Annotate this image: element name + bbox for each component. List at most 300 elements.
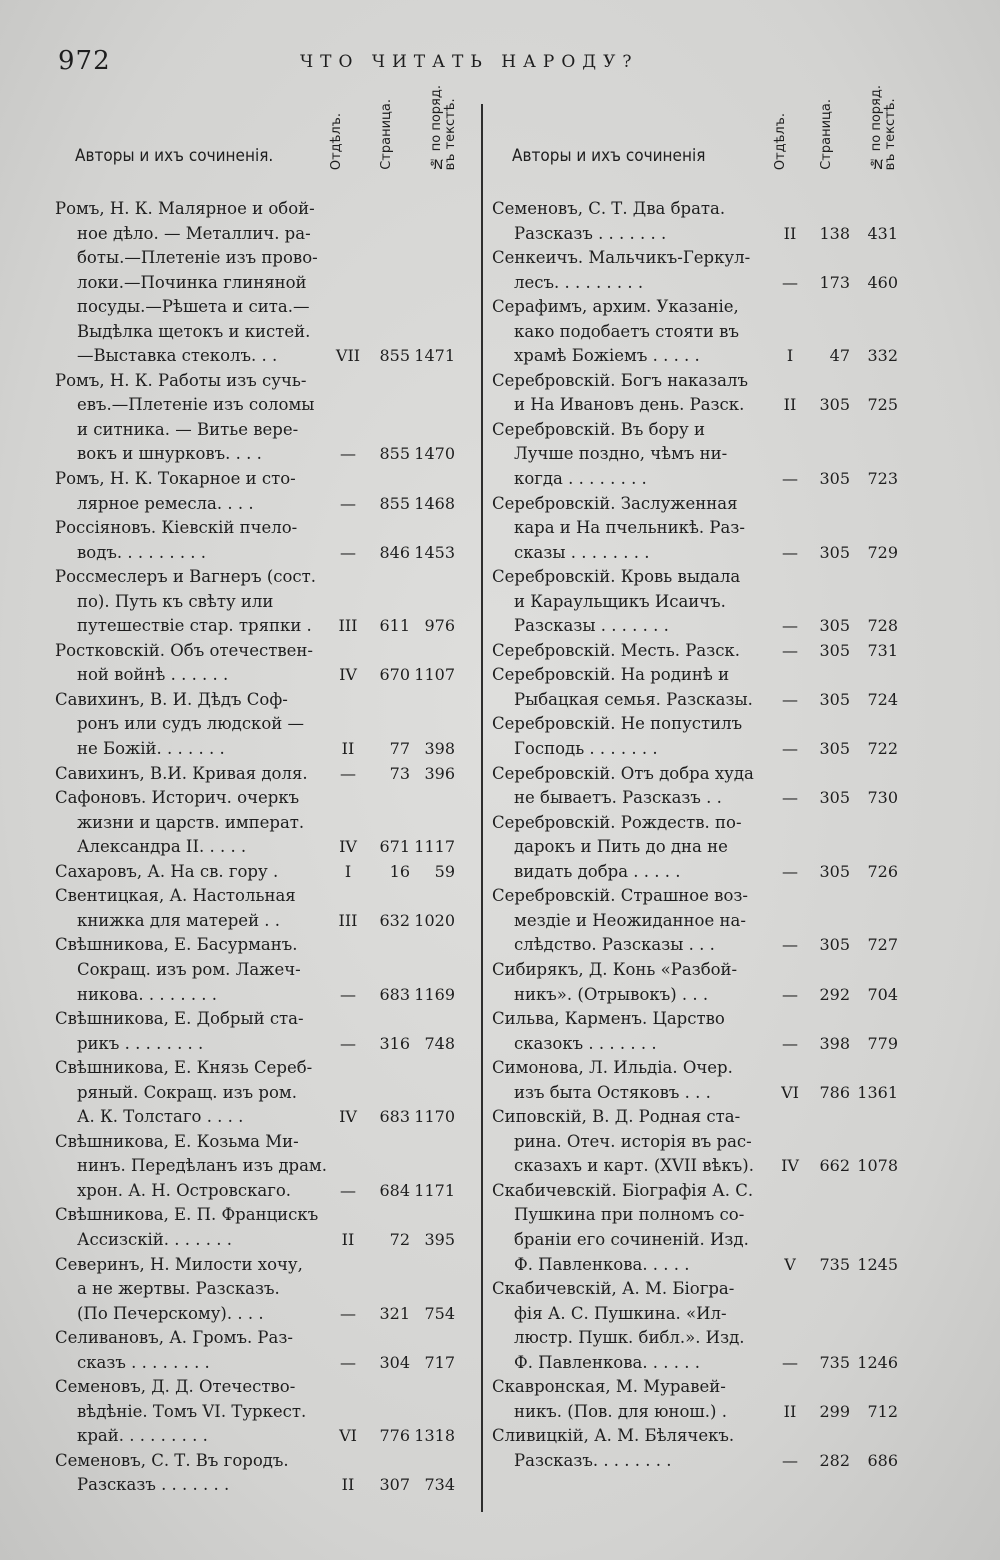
entry-line: не бываетъ. Разсказъ . . [514,788,722,808]
number-value: 725 [867,395,898,415]
entry-line: Серебровскій. Кровь выдала [492,567,741,587]
entry-line: видать добра . . . . . [514,861,681,881]
catalog-entry [55,933,470,1007]
entry-refs [55,1105,470,1130]
entry-line: боты.—Плетеніе изъ прово- [77,248,318,268]
section-value: — [782,984,798,1004]
number-value: 727 [867,935,898,955]
section-heading: Отдѣлъ. [773,112,788,170]
entry-refs [55,663,470,688]
catalog-entry [492,1056,917,1105]
section-value: — [340,444,356,464]
right-entries [492,197,917,1473]
entry-line: Серебровскій. Заслуженная [492,493,738,513]
section-value: — [782,1450,798,1470]
section-value: — [340,1180,356,1200]
page-value: 305 [819,739,850,759]
entry-line: сказахъ и карт. (XVII вѣкъ). [514,1156,754,1176]
number-heading-line1: № по поряд. [429,84,444,170]
entry-line: Сафоновъ. Историч. очеркъ [55,788,300,808]
running-title: ЧТО ЧИТАТЬ НАРОДУ? [300,52,639,72]
right-column-header [492,84,917,210]
catalog-entry [55,565,470,639]
entry-line: Ромъ, Н. К. Малярное и обой- [55,199,315,218]
catalog-entry [492,369,917,418]
page-value: 305 [819,395,850,415]
entry-refs [55,541,470,566]
entry-refs [492,1032,917,1057]
authors-heading: Авторы и ихъ сочиненія [512,146,706,166]
entry-line: никъ». (Отрывокъ) . . . [514,984,709,1004]
entry-line: Свѣшникова, Е. П. Францискъ [55,1205,319,1225]
entry-refs [492,614,917,639]
entry-line: Серебровскій. Рождеств. по- [492,812,742,832]
number-value: 724 [867,689,898,709]
entry-line: вѣдѣніе. Томъ VI. Туркест. [77,1401,307,1421]
entry-line: Разсказъ . . . . . . . [77,1475,230,1495]
entry-line: Сиповскій, В. Д. Родная ста- [492,1107,741,1127]
entry-refs [492,983,917,1008]
entry-line: Серебровскій. На родинѣ и [492,665,730,685]
entry-line: Серебровскій. Отъ добра худа [492,763,754,783]
section-value: — [782,788,798,808]
number-value: 726 [867,861,898,881]
entry-line: Серафимъ, архим. Указаніе, [492,297,739,317]
number-value: 1471 [414,346,455,366]
entry-refs [55,737,470,762]
entry-refs [55,344,470,369]
entry-line: Сокращ. изъ ром. Лажеч- [77,959,301,979]
number-value: 1078 [857,1156,898,1176]
entry-refs [55,762,470,787]
entry-refs [492,344,917,369]
entry-line: Свѣшникова, Е. Добрый ста- [55,1009,304,1029]
entry-refs [55,1032,470,1057]
page-value: 662 [819,1156,850,1176]
catalog-entry [55,516,470,565]
entry-line: фія А. С. Пушкина. «Ил- [514,1303,727,1323]
section-value: II [341,1229,355,1249]
catalog-entry [492,1277,917,1375]
page-value: 398 [819,1033,850,1053]
catalog-entry [492,884,917,958]
page-value: 305 [819,469,850,489]
entry-line: Ассизскій. . . . . . . [77,1229,232,1249]
section-value: II [341,1475,355,1495]
entry-line: Сильва, Карменъ. Царство [492,1009,725,1029]
number-value: 748 [424,1033,455,1053]
authors-heading: Авторы и ихъ сочиненія. [75,146,274,166]
number-value: 1107 [414,665,455,685]
section-value: — [782,616,798,636]
page-value: 72 [389,1229,410,1249]
entry-line: Скабичевскій, А. М. Біогра- [492,1279,735,1299]
catalog-entry [492,762,917,811]
entry-refs [492,1400,917,1425]
page-number: 972 [58,46,111,76]
entry-line: ное дѣло. — Металлич. ра- [77,223,311,243]
entry-line: Свентицкая, А. Настольная [55,886,296,906]
section-value: — [782,1352,798,1372]
entry-line: вокъ и шнурковъ. . . . [77,444,262,464]
section-value: — [340,1352,356,1372]
entry-line: сказокъ . . . . . . . [514,1033,657,1053]
section-value: II [783,223,797,243]
entry-line: Семеновъ, Д. Д. Отечество- [55,1377,296,1397]
entry-line: Сливицкій, А. М. Бѣлячекъ. [492,1426,735,1446]
entry-line: Разсказъ . . . . . . . [514,223,667,243]
entry-line: Серебровскій. Въ бору и [492,419,706,439]
page-value: 305 [819,640,850,660]
entry-line: Свѣшникова, Е. Козьма Ми- [55,1131,299,1151]
number-value: 1171 [414,1180,455,1200]
number-value: 723 [867,469,898,489]
catalog-entry [492,639,917,664]
entry-refs [55,983,470,1008]
entry-line: и На Ивановъ день. Разск. [514,395,745,415]
number-value: 754 [424,1303,455,1323]
section-value: VII [335,346,361,366]
entry-line: Серебровскій. Богъ наказалъ [492,370,748,390]
entry-refs [55,1473,470,1498]
section-value: — [782,469,798,489]
entry-line: како подобаетъ стояти въ [514,321,739,341]
section-value: I [344,861,352,881]
number-value: 686 [867,1450,898,1470]
section-value: VI [339,1426,357,1446]
catalog-entry [492,246,917,295]
section-value: IV [339,1107,357,1127]
page-value: 776 [379,1426,410,1446]
number-heading-line2: въ текстѣ. [883,98,898,170]
entry-line: А. К. Толстаго . . . . [77,1107,244,1127]
page-value: 299 [819,1401,850,1421]
page-heading: Страница. [379,99,394,170]
number-value: 59 [434,861,455,881]
entry-refs [492,1253,917,1278]
entry-line: Ромъ, Н. К. Токарное и сто- [55,469,296,489]
section-value: II [783,1401,797,1421]
page-value: 671 [379,837,410,857]
page-value: 786 [819,1082,850,1102]
entry-line: изъ быта Остяковъ . . . [514,1082,711,1102]
entry-text [55,197,323,369]
number-value: 730 [867,788,898,808]
page-value: 305 [819,935,850,955]
entry-line: Разсказы . . . . . . . [514,616,669,636]
entry-refs [492,271,917,296]
page-value: 282 [819,1450,850,1470]
entry-line: когда . . . . . . . . [514,469,647,489]
page-value: 683 [379,1107,410,1127]
catalog-entry [55,1253,470,1327]
number-value: 1361 [857,1082,898,1102]
number-value: 1470 [414,444,455,464]
catalog-entry [55,1056,470,1130]
catalog-entry [492,663,917,712]
entry-refs [55,1228,470,1253]
catalog-entry [55,1007,470,1056]
section-value: — [340,1303,356,1323]
entry-line: жизни и царств. императ. [77,812,305,832]
entry-line: локи.—Починка глиняной [77,272,307,292]
catalog-entry [492,958,917,1007]
entry-refs [55,1351,470,1376]
page-value: 304 [379,1352,410,1372]
entry-line: лярное ремесла. . . . [77,493,254,513]
catalog-entry [492,1424,917,1473]
catalog-entry [55,786,470,860]
catalog-entry [55,1375,470,1449]
section-value: — [782,542,798,562]
number-value: 1318 [414,1426,455,1446]
entry-line: и Караульщикъ Исаичъ. [514,591,726,611]
number-value: 779 [867,1033,898,1053]
entry-line: хрон. А. Н. Островскаго. [77,1180,292,1200]
entry-line: а не жертвы. Разсказъ. [77,1279,280,1299]
catalog-entry [55,884,470,933]
entry-refs [492,737,917,762]
entry-refs [55,1179,470,1204]
entry-line: Выдѣлка щетокъ и кистей. [77,321,311,341]
page-heading: Страница. [819,99,834,170]
catalog-entry [55,1326,470,1375]
page-value: 16 [389,861,410,881]
catalog-entry [55,1203,470,1252]
entry-line: никова. . . . . . . . [77,984,218,1004]
entry-line: Александра II. . . . . [77,837,247,857]
entry-line: Сенкеичъ. Мальчикъ-Геркул- [492,248,751,268]
entry-line: Ростковскій. Объ отечествен- [55,640,313,660]
entry-line: Сахаровъ, А. На св. гору . [55,861,279,881]
catalog-entry [55,1449,470,1498]
number-value: 976 [424,616,455,636]
entry-refs [492,393,917,418]
number-value: 332 [867,346,898,366]
number-value: 1169 [414,984,455,1004]
number-value: 398 [424,739,455,759]
number-value: 460 [867,272,898,292]
catalog-entry [492,418,917,492]
entry-line: по). Путь къ свѣту или [77,591,274,611]
section-value: — [782,739,798,759]
entry-line: Скабичевскій. Біографія А. С. [492,1180,754,1200]
entry-line: Серебровскій. Не попустилъ [492,714,743,734]
entry-refs [492,1081,917,1106]
entry-refs [55,1424,470,1449]
entry-line: Рыбацкая семья. Разсказы. [514,689,753,709]
number-value: 1020 [414,910,455,930]
left-column-header [55,84,470,210]
catalog-entry [492,565,917,639]
page-value: 855 [379,346,410,366]
entry-line: Савихинъ, В.И. Кривая доля. [55,763,308,783]
section-value: — [782,689,798,709]
section-value: — [782,272,798,292]
page-value: 305 [819,616,850,636]
entry-line: Ф. Павленкова. . . . . [514,1254,690,1274]
section-value: I [786,346,794,366]
page-value: 321 [379,1303,410,1323]
entry-refs [55,442,470,467]
number-value: 734 [424,1475,455,1495]
page-value: 611 [379,616,410,636]
number-value: 731 [867,640,898,660]
section-value: — [340,493,356,513]
entry-line: Селивановъ, А. Громъ. Раз- [55,1328,293,1348]
number-value: 722 [867,739,898,759]
number-value: 729 [867,542,898,562]
number-value: 1245 [857,1254,898,1274]
entry-line: Сибирякъ, Д. Конь «Разбой- [492,959,738,979]
section-value: — [782,1033,798,1053]
left-column [55,84,470,1540]
section-value: — [782,861,798,881]
entry-line: рикъ . . . . . . . . [77,1033,204,1053]
entry-line: Ф. Павленкова. . . . . . [514,1352,701,1372]
entry-refs [492,1351,917,1376]
page-value: 305 [819,788,850,808]
section-value: — [340,542,356,562]
entry-refs [492,222,917,247]
catalog-entry [55,688,470,762]
entry-refs [492,786,917,811]
page-value: 684 [379,1180,410,1200]
page-value: 316 [379,1033,410,1053]
section-value: IV [339,837,357,857]
catalog-entry [55,860,470,885]
section-value: II [783,395,797,415]
column-divider [481,104,483,1512]
page-value: 735 [819,1254,850,1274]
left-entries [55,197,470,1498]
entry-line: Россіяновъ. Кіевскій пчело- [55,518,298,538]
entry-refs [492,1154,917,1179]
entry-line: евъ.—Плетеніе изъ соломы [77,395,315,415]
section-value: IV [339,665,357,685]
section-value: II [341,739,355,759]
page-value: 735 [819,1352,850,1372]
catalog-entry [492,1375,917,1424]
number-value: 1468 [414,493,455,513]
page-value: 305 [819,542,850,562]
entry-refs [55,860,470,885]
entry-line: Господь . . . . . . . [514,739,658,759]
entry-line: посуды.—Рѣшета и сита.— [77,297,310,317]
entry-line: храмѣ Божіемъ . . . . . [514,346,700,366]
entry-line: ронъ или судъ людской — [77,714,305,734]
catalog-entry [55,197,470,369]
catalog-entry [492,1105,917,1179]
entry-refs [492,860,917,885]
entry-refs [55,1302,470,1327]
page-value: 683 [379,984,410,1004]
page-value: 173 [819,272,850,292]
entry-line: слѣдство. Разсказы . . . [514,935,715,955]
entry-line: дарокъ и Пить до дна не [514,837,728,857]
page-value: 292 [819,984,850,1004]
catalog-entry [492,197,917,246]
page-value: 632 [379,910,410,930]
entry-line: сказы . . . . . . . . [514,542,650,562]
entry-line: Пушкина при полномъ со- [514,1205,745,1225]
entry-line: Лучше поздно, чѣмъ ни- [514,444,728,464]
entry-line: Серебровскій. Месть. Разск. [492,640,740,660]
entry-line: Разсказъ. . . . . . . . [514,1450,672,1470]
number-heading-line2: въ текстѣ. [443,98,458,170]
page-value: 47 [829,346,850,366]
number-heading-line1: № по поряд. [869,84,884,170]
entry-line: кара и На пчельникѣ. Раз- [514,518,745,538]
catalog-entry [492,712,917,761]
entry-line: путешествіе стар. тряпки . [77,616,312,636]
number-value: 396 [424,763,455,783]
catalog-entry [492,1007,917,1056]
catalog-entry [55,639,470,688]
number-value: 704 [867,984,898,1004]
entry-refs [492,933,917,958]
section-value: — [782,935,798,955]
section-value: — [340,763,356,783]
entry-refs [55,909,470,934]
number-value: 395 [424,1229,455,1249]
entry-line: лесъ. . . . . . . . . [514,272,644,292]
entry-line: водъ. . . . . . . . . [77,542,207,562]
section-value: V [784,1254,796,1274]
entry-line: и ситника. — Витье вере- [77,419,299,439]
number-value: 728 [867,616,898,636]
catalog-entry [492,492,917,566]
entry-line: Свѣшникова, Е. Басурманъ. [55,935,298,955]
catalog-entry [55,1130,470,1204]
entry-line: не Божій. . . . . . . [77,739,225,759]
page-value: 855 [379,493,410,513]
entry-line: Серебровскій. Страшное воз- [492,886,748,906]
entry-line: Семеновъ, С. Т. Два брата. [492,199,726,218]
entry-line: люстр. Пушк. библ.». Изд. [514,1328,745,1348]
page-value: 73 [389,763,410,783]
page-value: 138 [819,223,850,243]
page-value: 846 [379,542,410,562]
entry-line: сказъ . . . . . . . . [77,1352,210,1372]
entry-refs [492,1449,917,1474]
entry-line: рина. Отеч. исторія въ рас- [514,1131,752,1151]
entry-line: (По Печерскому). . . . [77,1303,264,1323]
section-value: III [338,910,358,930]
entry-line: Симонова, Л. Ильдіа. Очер. [492,1058,733,1078]
catalog-entry [55,762,470,787]
page-value: 305 [819,861,850,881]
entry-line: ной войнѣ . . . . . . [77,665,229,685]
number-value: 1246 [857,1352,898,1372]
number-value: 712 [867,1401,898,1421]
entry-refs [55,492,470,517]
entry-line: нинъ. Передѣланъ изъ драм. [77,1156,328,1176]
catalog-entry [55,369,470,467]
entry-line: край. . . . . . . . . [77,1426,208,1446]
entry-refs [492,688,917,713]
entry-line: —Выставка стеколъ. . . [77,346,278,366]
page-value: 855 [379,444,410,464]
entry-line: никъ. (Пов. для юнош.) . [514,1401,727,1421]
page-value: 307 [379,1475,410,1495]
number-value: 431 [867,223,898,243]
number-value: 717 [424,1352,455,1372]
section-value: VI [781,1082,799,1102]
entry-line: Свѣшникова, Е. Князь Сереб- [55,1058,313,1078]
section-heading: Отдѣлъ. [329,112,344,170]
entry-line: Ромъ, Н. К. Работы изъ сучь- [55,370,307,390]
